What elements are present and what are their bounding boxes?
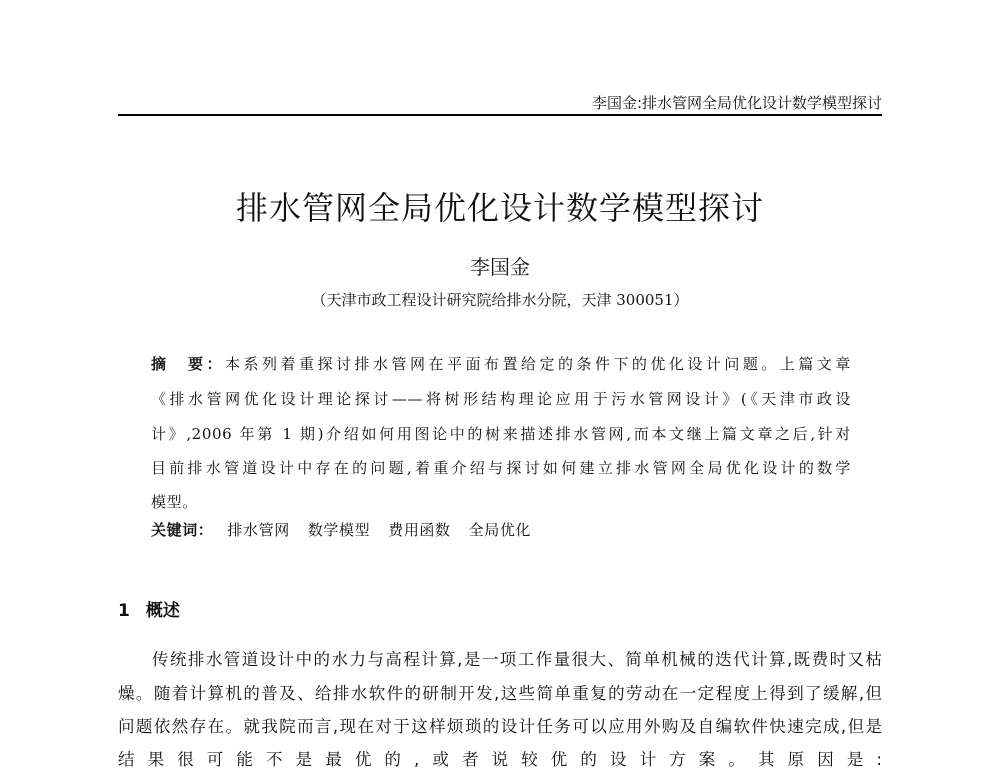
- section-heading: [118, 596, 180, 621]
- keyword: 全局优化: [468, 521, 532, 539]
- abstract-line: 目前排水管道设计中存在的问题,着重介绍与探讨如何建立排水管网全局优化设计的数学: [151, 459, 851, 477]
- header-rule: [118, 114, 882, 116]
- body-line: 结果很可能不是最优的,或者说较优的设计方案。其原因是:: [118, 750, 882, 769]
- body-line: 传统排水管道设计中的水力与高程计算,是一项工作量很大、简单机械的迭代计算,既费时又枯: [152, 650, 882, 669]
- abstract-line: 《排水管网优化设计理论探讨——将树形结构理论应用于污水管网设计》(《天津市政设: [151, 390, 851, 408]
- keyword: 排水管网: [227, 521, 290, 539]
- abstract-text: 本系列着重探讨排水管网在平面布置给定的条件下的优化设计问题。上篇文章: [225, 355, 852, 373]
- body-line: 燥。随着计算机的普及、给排水软件的研制开发,这些简单重复的劳动在一定程度上得到了缓解,但: [118, 684, 882, 703]
- section-title: 概述: [145, 601, 180, 621]
- keyword: 费用函数: [388, 521, 451, 539]
- abstract-line: 计》,2006 年第 1 期)介绍如何用图论中的树来描述排水管网,而本文继上篇文章之后,针对: [151, 425, 851, 443]
- author: 李国金: [470, 255, 530, 279]
- affiliation: （天津市政工程设计研究院给排水分院，天津 300051）: [311, 291, 689, 309]
- keywords-label: 关键词：: [151, 521, 214, 539]
- keywords-line: [151, 519, 851, 540]
- abstract-line: 模型。: [151, 493, 198, 511]
- section-number: 1: [118, 601, 130, 621]
- paper-title: 排水管网全局优化设计数学模型探讨: [235, 189, 764, 227]
- body-line: 问题依然存在。就我院而言,现在对于这样烦琐的设计任务可以应用外购及自编软件快速完成,但是: [118, 717, 882, 736]
- abstract-label: 摘 要：: [151, 355, 225, 373]
- abstract-line: [151, 353, 851, 374]
- keyword: 数学模型: [307, 521, 371, 539]
- running-header: 李国金:排水管网全局优化设计数学模型探讨: [591, 94, 882, 112]
